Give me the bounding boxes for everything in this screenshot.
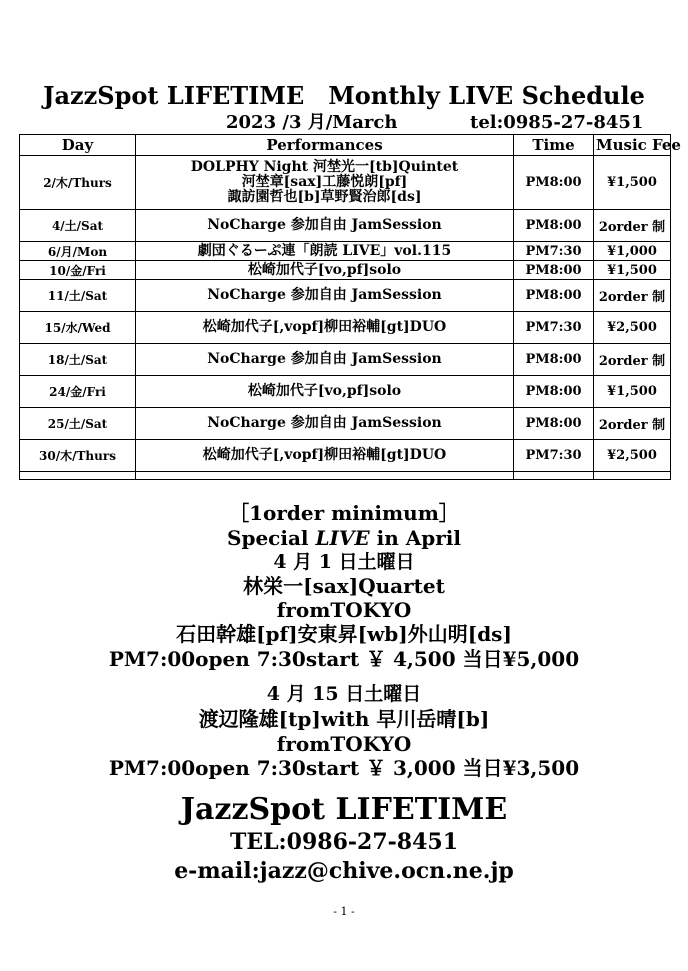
special-live-heading — [0, 526, 688, 551]
event1-artist: 林栄一[sax]Quartet — [243, 574, 445, 598]
row-fee: ¥1,500 — [594, 156, 671, 210]
contact-email: e-mail:jazz@chive.ocn.ne.jp — [174, 858, 514, 884]
table-row — [20, 210, 671, 242]
row-fee: ¥2,500 — [594, 440, 671, 472]
row-day: 4/土/Sat — [20, 210, 136, 242]
table-row — [20, 261, 671, 280]
row-fee: 2order 制 — [594, 344, 671, 376]
special-live-suffix: in April — [369, 526, 461, 550]
event2-origin: fromTOKYO — [276, 732, 412, 756]
row-day: 15/水/Wed — [20, 312, 136, 344]
column-header-music-fee: Music Fee — [594, 135, 671, 156]
empty-cell — [20, 472, 136, 480]
header-phone: tel:0985-27-8451 — [470, 112, 644, 133]
table-row — [20, 440, 671, 472]
event2-artist: 渡辺隆雄[tp]with 早川岳晴[b] — [198, 707, 490, 731]
table-row — [20, 344, 671, 376]
page-number: - 1 - — [333, 905, 355, 918]
event2-price: PM7:00open 7:30start ￥ 3,000 当日¥3,500 — [108, 756, 580, 780]
row-time: PM7:30 — [514, 242, 594, 261]
row-time: PM8:00 — [514, 156, 594, 210]
empty-cell — [136, 472, 514, 480]
schedule-table — [19, 134, 681, 480]
event1-price: PM7:00open 7:30start ￥ 4,500 当日¥5,000 — [108, 647, 580, 671]
performance-line: 諏訪園哲也[b]草野賢治郎[ds] — [227, 189, 422, 205]
row-time: PM8:00 — [514, 408, 594, 440]
row-time: PM8:00 — [514, 376, 594, 408]
row-time: PM8:00 — [514, 280, 594, 312]
event1-members: 石田幹雄[pf]安東昇[wb]外山明[ds] — [176, 622, 512, 646]
event1-origin: fromTOKYO — [276, 598, 412, 622]
row-day: 25/土/Sat — [20, 408, 136, 440]
table-row-empty — [20, 472, 671, 480]
row-day: 6/月/Mon — [20, 242, 136, 261]
table-row — [20, 408, 671, 440]
empty-cell — [594, 472, 671, 480]
column-header-performances: Performances — [136, 135, 514, 156]
event2-date: 4 月 15 日土曜日 — [266, 683, 422, 705]
row-time: PM8:00 — [514, 261, 594, 280]
performance-line: DOLPHY Night 河埜光一[tb]Quintet — [190, 159, 459, 175]
row-performance: 松崎加代子[,vopf]柳田裕輔[gt]DUO — [136, 312, 514, 344]
row-day: 10/金/Fri — [20, 261, 136, 280]
column-header-day: Day — [20, 135, 136, 156]
row-performance: 松崎加代子[vo,pf]solo — [136, 376, 514, 408]
row-day: 18/土/Sat — [20, 344, 136, 376]
row-day: 2/木/Thurs — [20, 156, 136, 210]
row-fee: 2order 制 — [594, 210, 671, 242]
row-time: PM8:00 — [514, 210, 594, 242]
row-time: PM7:30 — [514, 312, 594, 344]
table-header-row — [20, 135, 671, 156]
special-live-word: LIVE — [315, 526, 370, 550]
event1-date: 4 月 1 日土曜日 — [273, 551, 415, 573]
row-fee: ¥1,500 — [594, 376, 671, 408]
row-fee: 2order 制 — [594, 280, 671, 312]
row-performance: 劇団ぐるーぷ連「朗読 LIVE」vol.115 — [136, 242, 514, 261]
row-performance: 松崎加代子[,vopf]柳田裕輔[gt]DUO — [136, 440, 514, 472]
table-row — [20, 156, 671, 210]
schedule-month: 2023 /3 月/March — [226, 112, 398, 133]
contact-phone: TEL:0986-27-8451 — [229, 829, 459, 855]
venue-name: JazzSpot LIFETIME — [180, 792, 508, 827]
row-performance: NoCharge 参加自由 JamSession — [136, 344, 514, 376]
row-fee: ¥1,500 — [594, 261, 671, 280]
row-performance: NoCharge 参加自由 JamSession — [136, 408, 514, 440]
row-fee: 2order 制 — [594, 408, 671, 440]
row-day: 24/金/Fri — [20, 376, 136, 408]
row-performance: NoCharge 参加自由 JamSession — [136, 280, 514, 312]
special-live-prefix: Special — [227, 526, 316, 550]
row-day: 30/木/Thurs — [20, 440, 136, 472]
row-day: 11/土/Sat — [20, 280, 136, 312]
row-fee: ¥2,500 — [594, 312, 671, 344]
table-row — [20, 376, 671, 408]
table-row — [20, 312, 671, 344]
row-performance: 松崎加代子[vo,pf]solo — [136, 261, 514, 280]
row-time: PM8:00 — [514, 344, 594, 376]
empty-cell — [514, 472, 594, 480]
row-performance — [136, 156, 514, 210]
page-title: JazzSpot LIFETIME Monthly LIVE Schedule — [43, 81, 645, 110]
order-minimum-notice: ［1order minimum］ — [229, 501, 459, 525]
column-header-time: Time — [514, 135, 594, 156]
row-time: PM7:30 — [514, 440, 594, 472]
table-row — [20, 242, 671, 261]
performance-line: 河埜章[sax]工藤悦朗[pf] — [241, 174, 408, 190]
table-row — [20, 280, 671, 312]
row-fee: ¥1,000 — [594, 242, 671, 261]
row-performance: NoCharge 参加自由 JamSession — [136, 210, 514, 242]
